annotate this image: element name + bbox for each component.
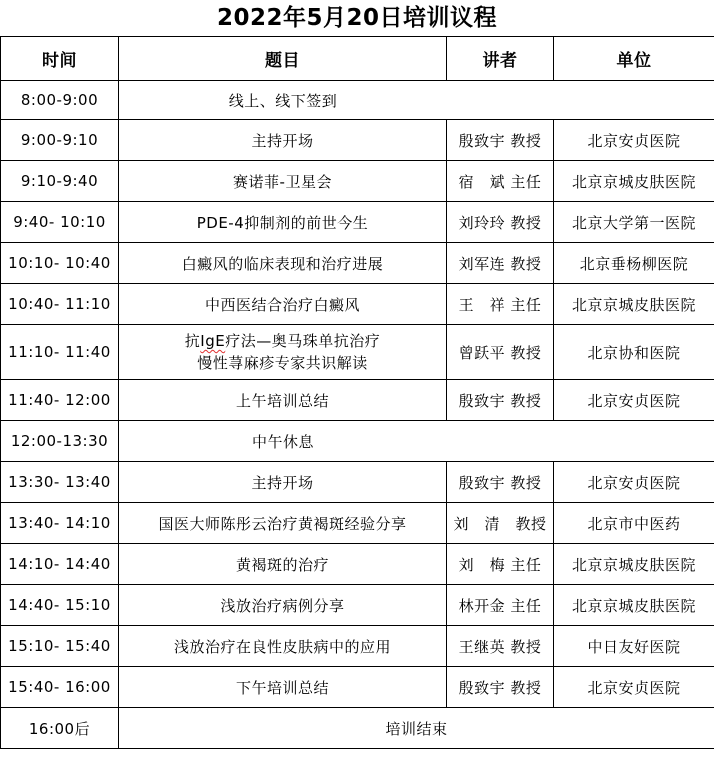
topic-cell: 下午培训总结	[119, 667, 447, 708]
topic-text-segment: 抗	[184, 332, 201, 350]
speaker-cell: 殷致宇 教授	[447, 667, 554, 708]
table-row	[1, 585, 714, 626]
time-cell: 13:30- 13:40	[1, 462, 119, 503]
table-row	[1, 325, 714, 380]
time-cell: 10:10- 10:40	[1, 243, 119, 284]
speaker-cell: 殷致宇 教授	[447, 462, 554, 503]
table-row	[1, 161, 714, 202]
org-cell: 中日友好医院	[554, 626, 714, 667]
table-row	[1, 421, 714, 462]
speaker-cell: 殷致宇 教授	[447, 120, 554, 161]
header-row	[1, 37, 714, 81]
time-cell: 9:10-9:40	[1, 161, 119, 202]
table-row	[1, 120, 714, 161]
speaker-cell: 宿 斌 主任	[447, 161, 554, 202]
speaker-cell: 刘 梅 主任	[447, 544, 554, 585]
time-cell: 16:00后	[1, 708, 119, 749]
merged-topic-cell	[119, 81, 714, 120]
org-cell: 北京京城皮肤医院	[554, 161, 714, 202]
org-cell: 北京大学第一医院	[554, 202, 714, 243]
page-title: 2022年5月20日培训议程	[216, 5, 498, 31]
topic-line-1	[119, 330, 446, 352]
topic-text: 中午休息	[251, 432, 314, 451]
org-cell: 北京安贞医院	[554, 462, 714, 503]
header-speaker: 讲者	[447, 37, 554, 81]
topic-text: 线上、线下签到	[228, 91, 338, 110]
agenda-table-header	[1, 37, 714, 81]
topic-cell: 黄褐斑的治疗	[119, 544, 447, 585]
header-time: 时间	[1, 37, 119, 81]
table-row	[1, 626, 714, 667]
table-row	[1, 81, 714, 120]
topic-cell: 国医大师陈彤云治疗黄褐斑经验分享	[119, 503, 447, 544]
header-topic: 题目	[119, 37, 447, 81]
table-row	[1, 380, 714, 421]
time-cell: 8:00-9:00	[1, 81, 119, 120]
org-cell: 北京协和医院	[554, 325, 714, 380]
topic-text-segment: 疗法—奥马珠单抗治疗	[225, 332, 381, 350]
time-cell: 11:40- 12:00	[1, 380, 119, 421]
topic-cell: 主持开场	[119, 120, 447, 161]
time-cell: 14:40- 15:10	[1, 585, 119, 626]
time-cell: 9:00-9:10	[1, 120, 119, 161]
time-cell: 10:40- 11:10	[1, 284, 119, 325]
speaker-cell: 刘 清 教授	[447, 503, 554, 544]
topic-cell: 主持开场	[119, 462, 447, 503]
topic-cell: 浅放治疗在良性皮肤病中的应用	[119, 626, 447, 667]
speaker-cell: 殷致宇 教授	[447, 380, 554, 421]
table-row	[1, 503, 714, 544]
speaker-cell: 王 祥 主任	[447, 284, 554, 325]
table-row	[1, 544, 714, 585]
topic-cell: 白癜风的临床表现和治疗进展	[119, 243, 447, 284]
speaker-cell: 刘军连 教授	[447, 243, 554, 284]
topic-cell: 上午培训总结	[119, 380, 447, 421]
topic-text: 培训结束	[385, 719, 448, 738]
org-cell: 北京市中医药	[554, 503, 714, 544]
topic-cell: PDE-4抑制剂的前世今生	[119, 202, 447, 243]
header-org: 单位	[554, 37, 714, 81]
org-cell: 北京安贞医院	[554, 667, 714, 708]
speaker-cell: 刘玲玲 教授	[447, 202, 554, 243]
org-cell: 北京垂杨柳医院	[554, 243, 714, 284]
time-cell: 15:10- 15:40	[1, 626, 119, 667]
speaker-cell: 曾跃平 教授	[447, 325, 554, 380]
table-row	[1, 462, 714, 503]
topic-cell: 赛诺菲-卫星会	[119, 161, 447, 202]
topic-cell: 中西医结合治疗白癜风	[119, 284, 447, 325]
org-cell: 北京安贞医院	[554, 380, 714, 421]
speaker-cell: 林开金 主任	[447, 585, 554, 626]
time-cell: 11:10- 11:40	[1, 325, 119, 380]
org-cell: 北京安贞医院	[554, 120, 714, 161]
table-row	[1, 667, 714, 708]
table-row	[1, 243, 714, 284]
topic-cell: 浅放治疗病例分享	[119, 585, 447, 626]
org-cell: 北京京城皮肤医院	[554, 284, 714, 325]
org-cell: 北京京城皮肤医院	[554, 585, 714, 626]
time-cell: 9:40- 10:10	[1, 202, 119, 243]
topic-cell	[119, 325, 447, 380]
time-cell: 14:10- 14:40	[1, 544, 119, 585]
org-cell: 北京京城皮肤医院	[554, 544, 714, 585]
agenda-table-body	[1, 81, 714, 749]
merged-topic-cell	[119, 708, 714, 749]
table-row	[1, 202, 714, 243]
misspelled-word: IgE	[200, 332, 226, 350]
time-cell: 13:40- 14:10	[1, 503, 119, 544]
agenda-table	[0, 36, 714, 749]
table-row	[1, 708, 714, 749]
merged-topic-cell	[119, 421, 714, 462]
time-cell: 12:00-13:30	[1, 421, 119, 462]
speaker-cell: 王继英 教授	[447, 626, 554, 667]
topic-line-2: 慢性荨麻疹专家共识解读	[197, 354, 368, 372]
table-row	[1, 284, 714, 325]
time-cell: 15:40- 16:00	[1, 667, 119, 708]
